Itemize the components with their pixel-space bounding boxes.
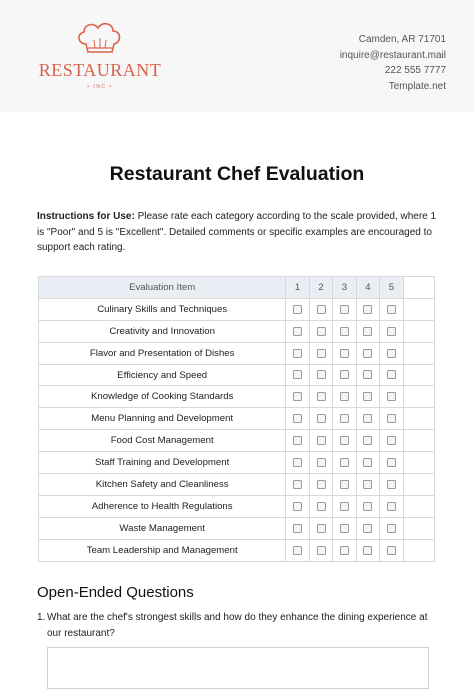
table-row <box>39 298 435 320</box>
empty-cell <box>403 342 434 364</box>
rating-cell <box>286 495 309 517</box>
rating-checkbox-4[interactable] <box>363 349 372 358</box>
instructions-text: Please rate each category according to the scale provided, where 1 is "Poor" and 5 is "Excellent". Detailed comments or specific examples are encouraged to support each rating. <box>37 211 437 253</box>
rating-checkbox-3[interactable] <box>340 349 349 358</box>
rating-checkbox-4[interactable] <box>363 370 372 379</box>
rating-cell <box>309 430 332 452</box>
chef-hat-logo-icon <box>38 18 162 98</box>
rating-cell <box>309 320 332 342</box>
contact-phone: 222 555 7777 <box>384 65 446 76</box>
rating-checkbox-1[interactable] <box>293 370 302 379</box>
rating-checkbox-5[interactable] <box>387 414 396 423</box>
rating-cell <box>356 386 379 408</box>
rating-checkbox-4[interactable] <box>363 480 372 489</box>
rating-checkbox-5[interactable] <box>387 502 396 511</box>
header-evaluation-item: Evaluation Item <box>39 277 286 299</box>
header-scale-2: 2 <box>309 277 332 299</box>
rating-cell <box>333 517 356 539</box>
rating-checkbox-2[interactable] <box>317 546 326 555</box>
rating-cell <box>333 342 356 364</box>
rating-cell <box>380 474 403 496</box>
rating-cell <box>380 495 403 517</box>
table-row <box>39 364 435 386</box>
rating-checkbox-3[interactable] <box>340 305 349 314</box>
empty-cell <box>403 320 434 342</box>
empty-cell <box>403 539 434 561</box>
rating-checkbox-5[interactable] <box>387 370 396 379</box>
table-row <box>39 539 435 561</box>
restaurant-logo <box>38 18 162 98</box>
question-text: What are the chef's strongest skills and how do they enhance the dining experience at our restaurant? <box>47 612 428 639</box>
empty-cell <box>403 364 434 386</box>
rating-checkbox-1[interactable] <box>293 480 302 489</box>
evaluation-item-label: Culinary Skills and Techniques <box>39 298 286 320</box>
rating-cell <box>333 495 356 517</box>
rating-checkbox-3[interactable] <box>340 458 349 467</box>
rating-checkbox-3[interactable] <box>340 414 349 423</box>
table-row <box>39 408 435 430</box>
rating-checkbox-1[interactable] <box>293 546 302 555</box>
rating-cell <box>309 364 332 386</box>
rating-checkbox-1[interactable] <box>293 327 302 336</box>
contact-address: Camden, AR 71701 <box>358 34 446 45</box>
rating-cell <box>380 342 403 364</box>
evaluation-item-label: Flavor and Presentation of Dishes <box>39 342 286 364</box>
evaluation-item-label: Creativity and Innovation <box>39 320 286 342</box>
rating-checkbox-5[interactable] <box>387 480 396 489</box>
header-scale-4: 4 <box>356 277 379 299</box>
rating-checkbox-4[interactable] <box>363 436 372 445</box>
rating-checkbox-3[interactable] <box>340 392 349 401</box>
answer-box-1[interactable] <box>47 647 429 689</box>
rating-cell <box>356 539 379 561</box>
table-row <box>39 452 435 474</box>
evaluation-item-label: Knowledge of Cooking Standards <box>39 386 286 408</box>
rating-cell <box>356 342 379 364</box>
rating-checkbox-2[interactable] <box>317 370 326 379</box>
rating-checkbox-3[interactable] <box>340 524 349 533</box>
header-empty-cell <box>403 277 434 299</box>
table-row <box>39 320 435 342</box>
rating-cell <box>356 495 379 517</box>
rating-cell <box>380 298 403 320</box>
rating-cell <box>380 364 403 386</box>
rating-cell <box>286 386 309 408</box>
rating-cell <box>333 539 356 561</box>
evaluation-table <box>38 276 435 562</box>
open-ended-title: Open-Ended Questions <box>37 584 194 601</box>
rating-cell <box>356 474 379 496</box>
rating-cell <box>333 408 356 430</box>
empty-cell <box>403 430 434 452</box>
rating-cell <box>380 539 403 561</box>
header-scale-3: 3 <box>333 277 356 299</box>
rating-checkbox-5[interactable] <box>387 327 396 336</box>
rating-cell <box>380 408 403 430</box>
rating-checkbox-3[interactable] <box>340 502 349 511</box>
rating-checkbox-1[interactable] <box>293 502 302 511</box>
contact-info <box>340 32 446 94</box>
rating-checkbox-4[interactable] <box>363 392 372 401</box>
rating-cell <box>309 342 332 364</box>
rating-cell <box>286 539 309 561</box>
rating-checkbox-2[interactable] <box>317 305 326 314</box>
rating-cell <box>309 452 332 474</box>
rating-cell <box>380 386 403 408</box>
rating-cell <box>286 342 309 364</box>
rating-checkbox-1[interactable] <box>293 392 302 401</box>
evaluation-item-label: Adherence to Health Regulations <box>39 495 286 517</box>
rating-checkbox-1[interactable] <box>293 436 302 445</box>
table-row <box>39 386 435 408</box>
empty-cell <box>403 386 434 408</box>
rating-checkbox-2[interactable] <box>317 436 326 445</box>
rating-cell <box>380 517 403 539</box>
evaluation-item-label: Food Cost Management <box>39 430 286 452</box>
rating-checkbox-2[interactable] <box>317 327 326 336</box>
rating-cell <box>356 430 379 452</box>
evaluation-item-label: Menu Planning and Development <box>39 408 286 430</box>
rating-cell <box>333 364 356 386</box>
rating-checkbox-2[interactable] <box>317 392 326 401</box>
evaluation-item-label: Kitchen Safety and Cleanliness <box>39 474 286 496</box>
evaluation-item-label: Staff Training and Development <box>39 452 286 474</box>
evaluation-item-label: Efficiency and Speed <box>39 364 286 386</box>
rating-checkbox-1[interactable] <box>293 414 302 423</box>
empty-cell <box>403 298 434 320</box>
rating-checkbox-3[interactable] <box>340 327 349 336</box>
rating-checkbox-2[interactable] <box>317 524 326 533</box>
rating-cell <box>286 364 309 386</box>
rating-cell <box>286 298 309 320</box>
table-row <box>39 474 435 496</box>
page-header <box>0 0 474 112</box>
table-row <box>39 342 435 364</box>
rating-checkbox-1[interactable] <box>293 458 302 467</box>
rating-cell <box>333 320 356 342</box>
rating-cell <box>333 298 356 320</box>
rating-checkbox-5[interactable] <box>387 458 396 467</box>
rating-cell <box>309 408 332 430</box>
evaluation-item-label: Waste Management <box>39 517 286 539</box>
instructions-label: Instructions for Use: <box>37 211 135 222</box>
rating-cell <box>333 474 356 496</box>
logo-text: RESTAURANT <box>38 60 162 80</box>
contact-email: inquire@restaurant.mail <box>339 49 446 61</box>
header-scale-5: 5 <box>380 277 403 299</box>
rating-checkbox-4[interactable] <box>363 327 372 336</box>
rating-checkbox-2[interactable] <box>317 458 326 467</box>
rating-cell <box>309 495 332 517</box>
rating-checkbox-2[interactable] <box>317 502 326 511</box>
rating-checkbox-2[interactable] <box>317 414 326 423</box>
rating-cell <box>333 386 356 408</box>
rating-cell <box>309 386 332 408</box>
rating-checkbox-5[interactable] <box>387 524 396 533</box>
empty-cell <box>403 495 434 517</box>
page-title: Restaurant Chef Evaluation <box>109 163 365 185</box>
table-header-row <box>39 277 435 299</box>
rating-checkbox-3[interactable] <box>340 546 349 555</box>
empty-cell <box>403 452 434 474</box>
rating-checkbox-5[interactable] <box>387 349 396 358</box>
rating-checkbox-1[interactable] <box>293 305 302 314</box>
rating-checkbox-5[interactable] <box>387 305 396 314</box>
rating-cell <box>286 430 309 452</box>
contact-website: Template.net <box>388 80 446 92</box>
rating-cell <box>380 452 403 474</box>
instructions <box>37 209 437 256</box>
rating-checkbox-4[interactable] <box>363 458 372 467</box>
question-number: 1. <box>37 612 46 623</box>
rating-checkbox-4[interactable] <box>363 524 372 533</box>
rating-checkbox-5[interactable] <box>387 546 396 555</box>
rating-checkbox-5[interactable] <box>387 392 396 401</box>
rating-cell <box>286 517 309 539</box>
rating-checkbox-4[interactable] <box>363 546 372 555</box>
rating-cell <box>356 517 379 539</box>
table-row <box>39 495 435 517</box>
rating-checkbox-2[interactable] <box>317 480 326 489</box>
evaluation-item-label: Team Leadership and Management <box>39 539 286 561</box>
rating-cell <box>333 430 356 452</box>
rating-cell <box>309 517 332 539</box>
question-1 <box>37 610 437 641</box>
rating-cell <box>356 320 379 342</box>
rating-cell <box>380 320 403 342</box>
rating-cell <box>356 408 379 430</box>
rating-cell <box>356 364 379 386</box>
table-row <box>39 430 435 452</box>
rating-cell <box>286 408 309 430</box>
rating-cell <box>309 539 332 561</box>
rating-checkbox-1[interactable] <box>293 349 302 358</box>
rating-checkbox-4[interactable] <box>363 305 372 314</box>
rating-checkbox-2[interactable] <box>317 349 326 358</box>
rating-checkbox-3[interactable] <box>340 370 349 379</box>
rating-cell <box>286 452 309 474</box>
rating-checkbox-5[interactable] <box>387 436 396 445</box>
empty-cell <box>403 474 434 496</box>
rating-checkbox-4[interactable] <box>363 502 372 511</box>
rating-checkbox-3[interactable] <box>340 436 349 445</box>
rating-cell <box>309 298 332 320</box>
empty-cell <box>403 408 434 430</box>
table-row <box>39 517 435 539</box>
rating-cell <box>356 298 379 320</box>
rating-checkbox-1[interactable] <box>293 524 302 533</box>
header-scale-1: 1 <box>286 277 309 299</box>
empty-cell <box>403 517 434 539</box>
rating-cell <box>286 320 309 342</box>
rating-checkbox-4[interactable] <box>363 414 372 423</box>
rating-cell <box>380 430 403 452</box>
logo-subtext: • INC • <box>87 84 113 90</box>
rating-cell <box>309 474 332 496</box>
rating-cell <box>333 452 356 474</box>
rating-checkbox-3[interactable] <box>340 480 349 489</box>
rating-cell <box>356 452 379 474</box>
rating-cell <box>286 474 309 496</box>
